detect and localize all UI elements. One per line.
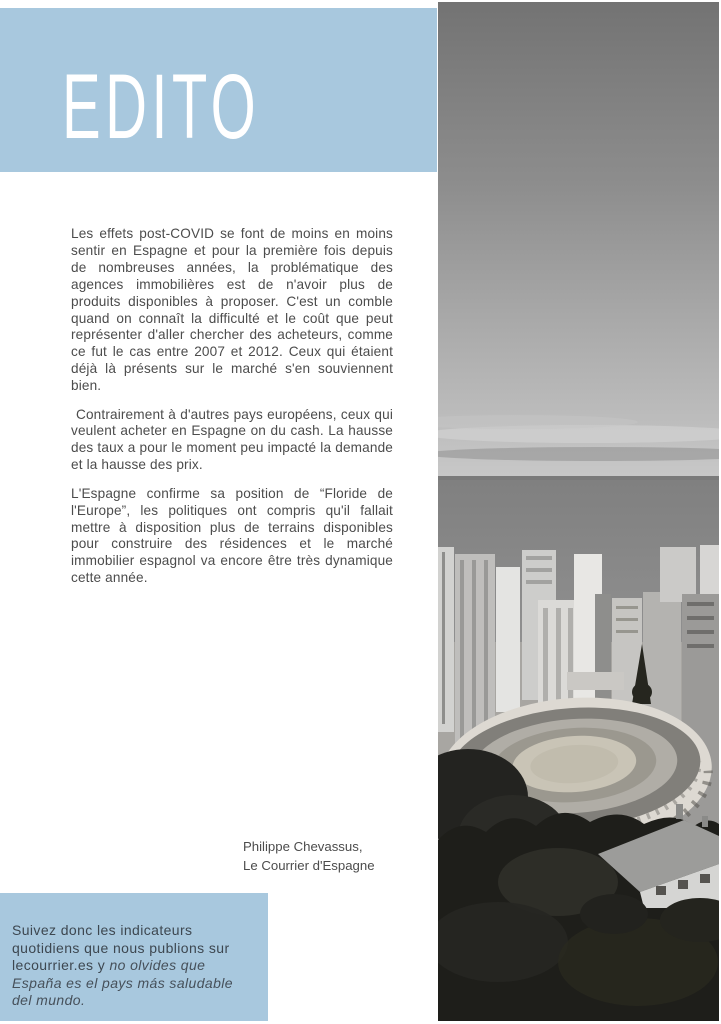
signature-organisation: Le Courrier d'Espagne (243, 858, 375, 873)
signature-name: Philippe Chevassus, (243, 839, 363, 854)
footer-note-italic: no olvides que España es el pays más saludable del mundo. (12, 957, 233, 1009)
header-band (0, 8, 437, 172)
photo-sky (438, 2, 719, 480)
paragraph-3: L'Espagne confirme sa position de “Floride de l'Europe”, les politiques ont compris qu'il fallait mettre à disposition plus de terrains disponibles pour construire des résidences et le marché immobilier espagnol va encore être très dynamique cette année. (71, 485, 393, 586)
footer-note-regular: Suivez donc les indicateurs quotidiens que nous publions sur lecourrier.es y (12, 922, 230, 974)
malaga-photo-art (438, 2, 719, 1021)
paragraph-1: Les effets post-COVID se font de moins en moins sentir en Espagne et pour la première fois depuis de nombreuses années, la problématique des agences immobilières est de n'avoir plus de produits disponibles à proposer. C'est un comble quand on connaît la difficulté et le coût que peut représenter d'aller chercher des acheteurs, comme ce fut le cas entre 2007 et 2012. Ceux qui étaient déjà là présents sur le marché s'en souviennent bien. (71, 226, 393, 394)
editorial-text (71, 226, 393, 599)
signature (243, 837, 375, 875)
footer-note-box (0, 893, 268, 1021)
footer-note-text (12, 922, 255, 1010)
malaga-photo (438, 2, 719, 1021)
paragraph-2: Contrairement à d'autres pays européens, ceux qui veulent acheter en Espagne on du cash. La hausse des taux a pour le moment peu impacté la demande et la hausse des prix. (71, 406, 393, 473)
page-title: EDITO (62, 56, 261, 158)
